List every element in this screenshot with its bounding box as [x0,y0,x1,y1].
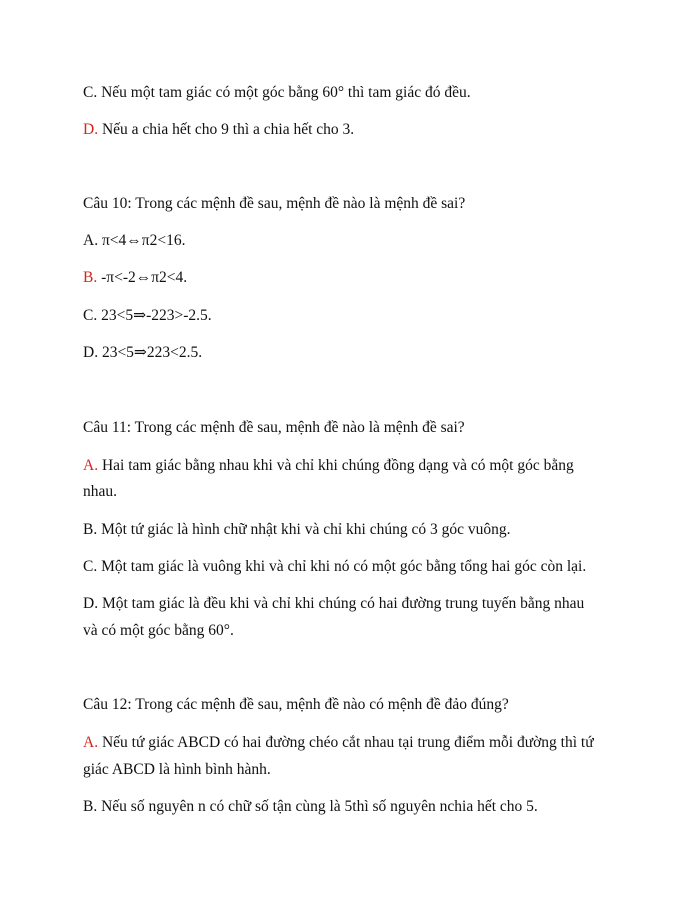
q11-option-a-text: Hai tam giác bằng nhau khi và chỉ khi chúng đồng dạng và có một góc bằng [98,457,574,474]
q9-option-d [83,120,354,140]
q11-question-text: Câu 11: Trong các mệnh đề sau, mệnh đề nào là mệnh đề sai? [83,419,465,436]
q9-option-d-text: Nếu a chia hết cho 9 thì a chia hết cho 3. [98,121,355,138]
q10-option-d [83,343,202,363]
q11-option-a [83,456,574,476]
q10-question-text: Câu 10: Trong các mệnh đề sau, mệnh đề nào là mệnh đề sai? [83,195,466,212]
q11-option-d-text: D. Một tam giác là đều khi và chỉ khi chúng có hai đường trung tuyến bằng nhau [83,595,585,612]
q9-option-c [83,83,471,103]
q12-option-a-text: Nếu tứ giác ABCD có hai đường chéo cắt nhau tại trung điểm mỗi đường thì tứ [98,734,594,751]
q10-option-b-text: -π<-2⇔π2<4. [97,269,188,286]
q10-question [83,194,465,214]
q10-option-a-text: A. π<4⇔π2<16. [83,232,186,249]
q10-option-c-text: C. 23<5⇒-223>-2.5. [83,307,212,324]
q10-option-a [83,231,185,251]
q10-option-b [83,268,187,288]
q11-option-d-text-line2: và có một góc bằng 60°. [83,622,234,639]
q11-option-b [83,520,510,540]
q10-option-c [83,306,212,326]
q11-option-d [83,594,584,614]
q11-option-d-continued [83,621,234,641]
q11-option-a-text-line2: nhau. [83,483,118,500]
q10-option-d-text: D. 23<5⇒223<2.5. [83,344,203,361]
q9-answer-letter-d: D. [83,121,99,138]
q12-question-text: Câu 12: Trong các mệnh đề sau, mệnh đề nào có mệnh đề đảo đúng? [83,696,509,713]
q10-answer-letter-b: B. [83,269,98,286]
q11-option-c [83,557,586,577]
q12-option-b-text: B. Nếu số nguyên n có chữ số tận cùng là 5thì số nguyên nchia hết cho 5. [83,798,538,815]
q11-option-c-text: C. Một tam giác là vuông khi và chỉ khi nó có một góc bằng tổng hai góc còn lại. [83,558,587,575]
q12-option-a-continued [83,760,271,780]
q12-option-a-text-line2: giác ABCD là hình bình hành. [83,761,271,778]
q12-option-a [83,733,594,753]
q12-option-b [83,797,538,817]
q11-question [83,418,465,438]
q9-option-c-text: C. Nếu một tam giác có một góc bằng 60° thì tam giác đó đều. [83,84,471,101]
q12-answer-letter-a: A. [83,734,99,751]
q11-option-b-text: B. Một tứ giác là hình chữ nhật khi và chỉ khi chúng có 3 góc vuông. [83,521,511,538]
q11-answer-letter-a: A. [83,457,99,474]
q12-question [83,695,509,715]
q11-option-a-continued [83,482,117,502]
